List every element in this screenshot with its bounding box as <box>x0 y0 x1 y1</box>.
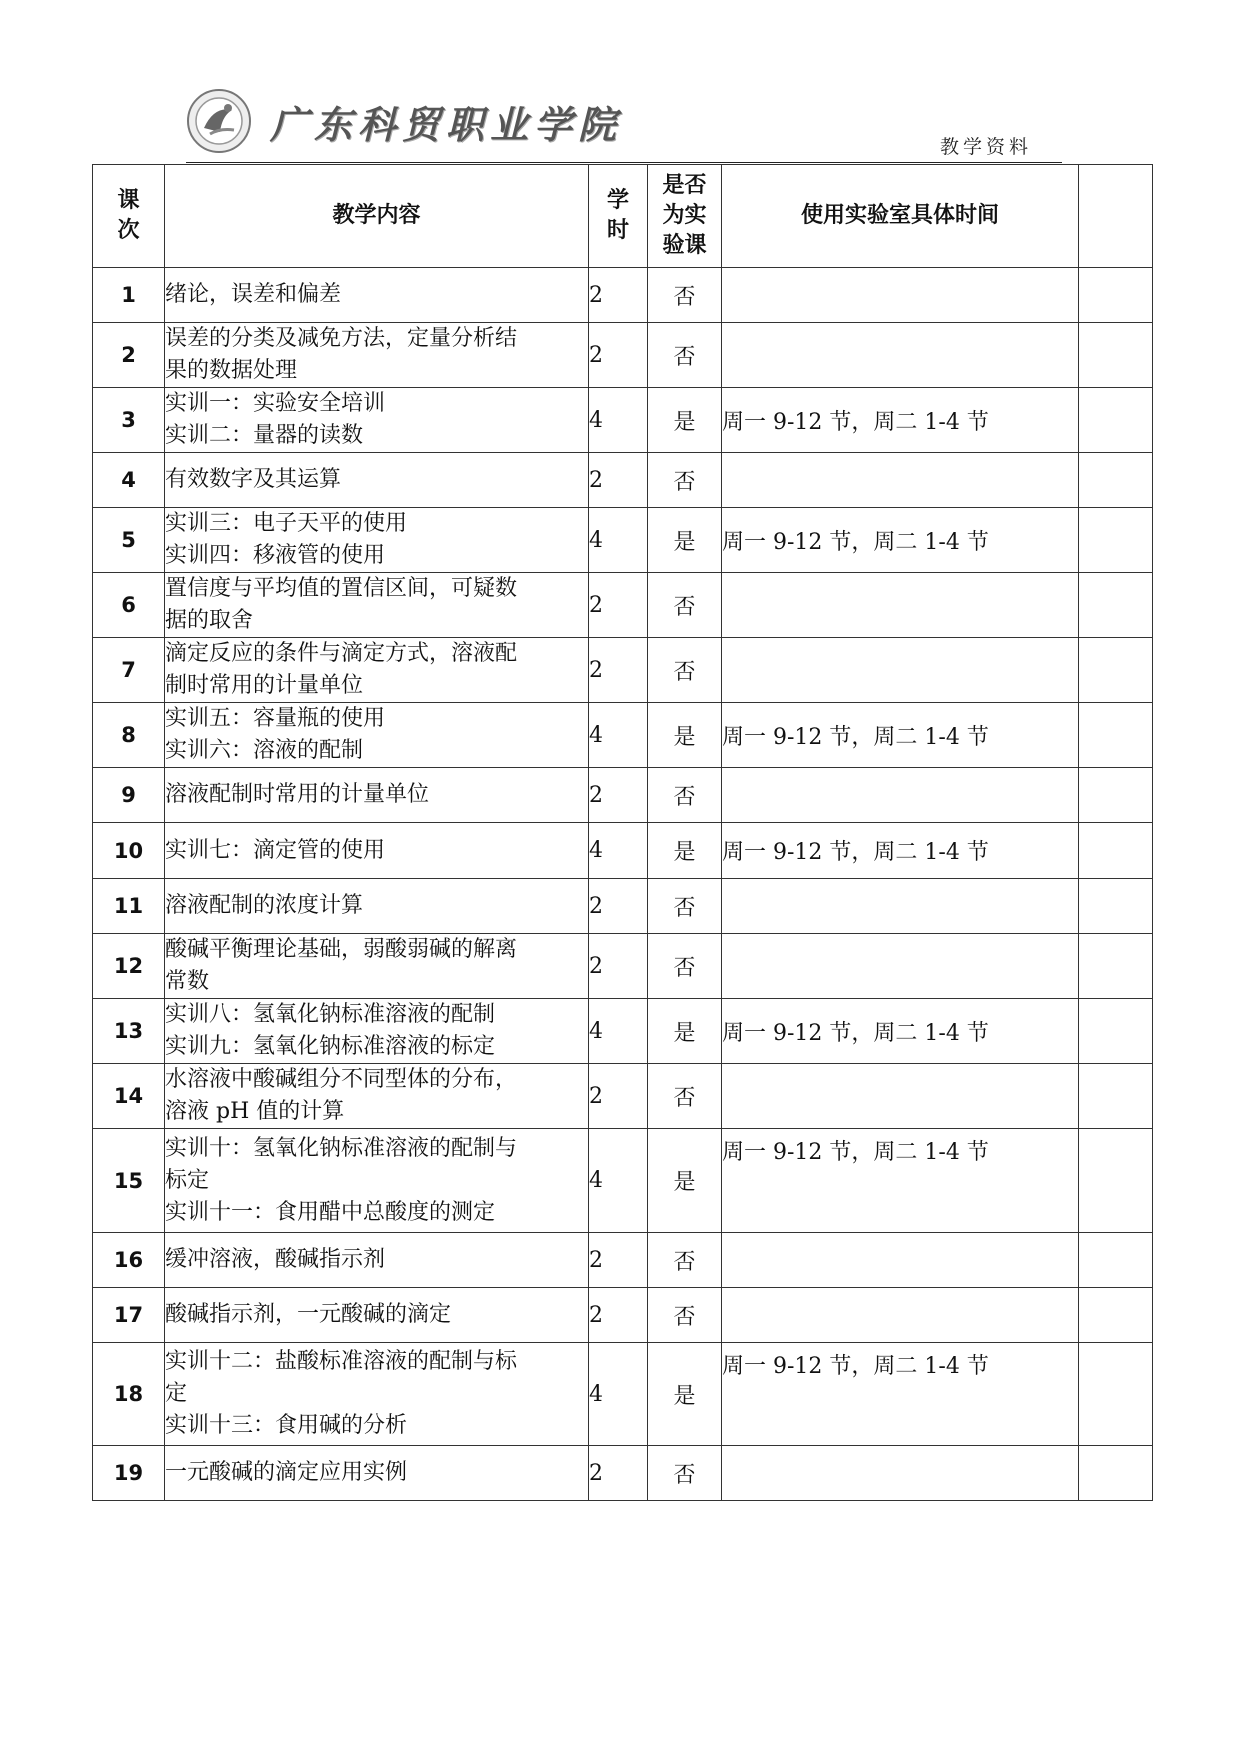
table-row <box>93 1343 1153 1446</box>
lesson-hours: 2 <box>589 1446 648 1501</box>
lab-time: 周一 9-12 节，周二 1-4 节 <box>722 1343 1079 1446</box>
is-lab-flag: 是 <box>648 388 722 453</box>
lesson-number: 8 <box>93 703 165 768</box>
extra-cell <box>1079 1343 1153 1446</box>
extra-cell <box>1079 388 1153 453</box>
is-lab-flag: 否 <box>648 638 722 703</box>
lesson-content <box>165 768 589 823</box>
content-line: 缓冲溶液，酸碱指示剂 <box>165 1247 386 1272</box>
table-row <box>93 768 1153 823</box>
header-is-lab-line: 是否 <box>662 173 707 198</box>
table-row <box>93 1064 1153 1129</box>
lesson-number: 19 <box>93 1446 165 1501</box>
header-lab-time: 使用实验室具体时间 <box>722 165 1079 268</box>
lab-time <box>722 453 1079 508</box>
lab-time: 周一 9-12 节，周二 1-4 节 <box>722 703 1079 768</box>
table-row <box>93 323 1153 388</box>
extra-cell <box>1079 323 1153 388</box>
table-row <box>93 1288 1153 1343</box>
lesson-content <box>165 879 589 934</box>
lesson-hours: 2 <box>589 934 648 999</box>
table-row <box>93 453 1153 508</box>
lab-time <box>722 934 1079 999</box>
lesson-hours: 2 <box>589 453 648 508</box>
table-row <box>93 638 1153 703</box>
content-line: 溶液配制的浓度计算 <box>165 893 364 918</box>
lesson-content <box>165 573 589 638</box>
table-row <box>93 999 1153 1064</box>
content-line: 实训五：容量瓶的使用 <box>165 706 386 731</box>
lesson-hours: 4 <box>589 823 648 879</box>
lesson-content <box>165 1064 589 1129</box>
lesson-content <box>165 268 589 323</box>
lesson-number: 4 <box>93 453 165 508</box>
lesson-hours: 2 <box>589 879 648 934</box>
lab-time: 周一 9-12 节，周二 1-4 节 <box>722 823 1079 879</box>
lesson-content <box>165 1343 589 1446</box>
header-divider <box>186 162 1062 163</box>
lab-time <box>722 1446 1079 1501</box>
table-row <box>93 703 1153 768</box>
is-lab-flag: 否 <box>648 453 722 508</box>
lesson-content <box>165 638 589 703</box>
content-line: 实训十：氢氧化钠标准溶液的配制与 <box>165 1135 518 1161</box>
is-lab-flag: 否 <box>648 1288 722 1343</box>
lesson-content <box>165 453 589 508</box>
lesson-hours: 4 <box>589 1343 648 1446</box>
lesson-number: 10 <box>93 823 165 879</box>
lab-time <box>722 573 1079 638</box>
lesson-hours: 2 <box>589 323 648 388</box>
lesson-hours: 4 <box>589 999 648 1064</box>
lesson-number: 18 <box>93 1343 165 1446</box>
extra-cell <box>1079 453 1153 508</box>
teaching-schedule-table <box>92 164 1153 1501</box>
lesson-hours: 2 <box>589 1288 648 1343</box>
lesson-number: 2 <box>93 323 165 388</box>
extra-cell <box>1079 1233 1153 1288</box>
content-line: 据的取舍 <box>165 608 254 633</box>
lesson-number: 11 <box>93 879 165 934</box>
header-hours-line: 时 <box>606 218 629 243</box>
lab-time <box>722 1233 1079 1288</box>
table-row <box>93 1129 1153 1233</box>
header-content: 教学内容 <box>165 165 589 268</box>
lab-time <box>722 879 1079 934</box>
lab-time <box>722 1288 1079 1343</box>
is-lab-flag: 是 <box>648 999 722 1064</box>
lab-time <box>722 638 1079 703</box>
lesson-content <box>165 323 589 388</box>
lesson-hours: 4 <box>589 508 648 573</box>
content-line: 绪论，误差和偏差 <box>165 282 342 307</box>
extra-cell <box>1079 1064 1153 1129</box>
is-lab-flag: 是 <box>648 1343 722 1446</box>
lesson-content <box>165 934 589 999</box>
content-line: 酸碱指示剂，一元酸碱的滴定 <box>165 1302 452 1327</box>
lesson-hours: 4 <box>589 388 648 453</box>
content-line: 标定 <box>165 1167 210 1193</box>
lab-time <box>722 768 1079 823</box>
is-lab-flag: 否 <box>648 934 722 999</box>
extra-cell <box>1079 638 1153 703</box>
lesson-number: 17 <box>93 1288 165 1343</box>
content-line: 实训四：移液管的使用 <box>165 543 386 568</box>
lab-time <box>722 268 1079 323</box>
content-line: 实训一：实验安全培训 <box>165 391 386 416</box>
table-row <box>93 934 1153 999</box>
is-lab-flag: 是 <box>648 703 722 768</box>
lesson-hours: 4 <box>589 1129 648 1233</box>
content-line: 误差的分类及减免方法，定量分析结 <box>165 326 518 351</box>
lesson-number: 9 <box>93 768 165 823</box>
extra-cell <box>1079 879 1153 934</box>
header-lesson-line: 次 <box>117 218 140 243</box>
lesson-hours: 2 <box>589 268 648 323</box>
college-emblem-icon <box>186 88 252 154</box>
header-hours <box>589 165 648 268</box>
lesson-hours: 2 <box>589 638 648 703</box>
is-lab-flag: 否 <box>648 1064 722 1129</box>
lesson-number: 1 <box>93 268 165 323</box>
lesson-number: 3 <box>93 388 165 453</box>
lesson-content <box>165 823 589 879</box>
lab-time: 周一 9-12 节，周二 1-4 节 <box>722 388 1079 453</box>
content-line: 水溶液中酸碱组分不同型体的分布， <box>165 1067 518 1092</box>
lesson-number: 16 <box>93 1233 165 1288</box>
table-body <box>93 268 1153 1501</box>
table-row <box>93 1446 1153 1501</box>
lab-time <box>722 1064 1079 1129</box>
header-is-lab-line: 为实 <box>662 203 707 228</box>
content-line: 溶液 pH 值的计算 <box>165 1099 345 1124</box>
lab-time <box>722 323 1079 388</box>
content-line: 实训十二：盐酸标准溶液的配制与标 <box>165 1349 518 1374</box>
content-line: 实训六：溶液的配制 <box>165 738 364 763</box>
lesson-content <box>165 508 589 573</box>
extra-cell <box>1079 1129 1153 1233</box>
content-line: 定 <box>165 1381 188 1406</box>
extra-cell <box>1079 573 1153 638</box>
content-line: 有效数字及其运算 <box>165 467 342 492</box>
lesson-number: 5 <box>93 508 165 573</box>
is-lab-flag: 否 <box>648 323 722 388</box>
content-line: 实训七：滴定管的使用 <box>165 837 386 863</box>
extra-cell <box>1079 508 1153 573</box>
content-line: 一元酸碱的滴定应用实例 <box>165 1460 408 1485</box>
is-lab-flag: 否 <box>648 573 722 638</box>
lab-time: 周一 9-12 节，周二 1-4 节 <box>722 508 1079 573</box>
extra-cell <box>1079 1446 1153 1501</box>
content-line: 实训八：氢氧化钠标准溶液的配制 <box>165 1002 496 1027</box>
lesson-content <box>165 388 589 453</box>
lesson-hours: 4 <box>589 703 648 768</box>
is-lab-flag: 是 <box>648 1129 722 1233</box>
extra-cell <box>1079 268 1153 323</box>
lesson-content <box>165 703 589 768</box>
content-line: 实训二：量器的读数 <box>165 423 364 448</box>
lesson-hours: 2 <box>589 768 648 823</box>
lesson-number: 6 <box>93 573 165 638</box>
lesson-number: 7 <box>93 638 165 703</box>
header-hours-line: 学 <box>606 188 629 213</box>
lesson-number: 12 <box>93 934 165 999</box>
is-lab-flag: 是 <box>648 823 722 879</box>
content-line: 溶液配制时常用的计量单位 <box>165 782 430 807</box>
extra-cell <box>1079 999 1153 1064</box>
lesson-content <box>165 1233 589 1288</box>
extra-cell <box>1079 768 1153 823</box>
table-row <box>93 573 1153 638</box>
extra-cell <box>1079 934 1153 999</box>
table-header-row <box>93 165 1153 268</box>
header-lesson-line: 课 <box>117 188 140 213</box>
lesson-hours: 2 <box>589 1233 648 1288</box>
table-row <box>93 1233 1153 1288</box>
lesson-content <box>165 1446 589 1501</box>
header-lesson <box>93 165 165 268</box>
lab-time: 周一 9-12 节，周二 1-4 节 <box>722 1129 1079 1233</box>
lesson-hours: 2 <box>589 573 648 638</box>
header-is-lab <box>648 165 722 268</box>
extra-cell <box>1079 703 1153 768</box>
content-line: 果的数据处理 <box>165 358 298 383</box>
table-row <box>93 879 1153 934</box>
is-lab-flag: 否 <box>648 879 722 934</box>
table-row <box>93 823 1153 879</box>
lesson-number: 15 <box>93 1129 165 1233</box>
content-line: 制时常用的计量单位 <box>165 673 364 698</box>
school-name: 广东科贸职业学院 <box>270 102 623 147</box>
extra-cell <box>1079 1288 1153 1343</box>
document-label: 教学资料 <box>939 136 1032 158</box>
content-line: 实训十一：食用醋中总酸度的测定 <box>165 1199 496 1225</box>
lab-time: 周一 9-12 节，周二 1-4 节 <box>722 999 1079 1064</box>
header-extra <box>1079 165 1153 268</box>
table-row <box>93 388 1153 453</box>
extra-cell <box>1079 823 1153 879</box>
is-lab-flag: 否 <box>648 1446 722 1501</box>
content-line: 实训三：电子天平的使用 <box>165 511 408 536</box>
is-lab-flag: 是 <box>648 508 722 573</box>
lesson-content <box>165 999 589 1064</box>
lesson-number: 13 <box>93 999 165 1064</box>
lesson-content <box>165 1129 589 1233</box>
table-row <box>93 508 1153 573</box>
content-line: 酸碱平衡理论基础，弱酸弱碱的解离 <box>165 937 518 962</box>
content-line: 实训十三：食用碱的分析 <box>165 1413 408 1438</box>
lesson-hours: 2 <box>589 1064 648 1129</box>
table-row <box>93 268 1153 323</box>
lesson-number: 14 <box>93 1064 165 1129</box>
lesson-content <box>165 1288 589 1343</box>
content-line: 常数 <box>165 969 210 994</box>
content-line: 实训九：氢氧化钠标准溶液的标定 <box>165 1034 496 1059</box>
content-line: 置信度与平均值的置信区间，可疑数 <box>165 576 518 601</box>
is-lab-flag: 否 <box>648 1233 722 1288</box>
header-is-lab-line: 验课 <box>662 233 707 258</box>
is-lab-flag: 否 <box>648 768 722 823</box>
page-header <box>186 88 1062 168</box>
is-lab-flag: 否 <box>648 268 722 323</box>
content-line: 滴定反应的条件与滴定方式，溶液配 <box>165 641 518 666</box>
